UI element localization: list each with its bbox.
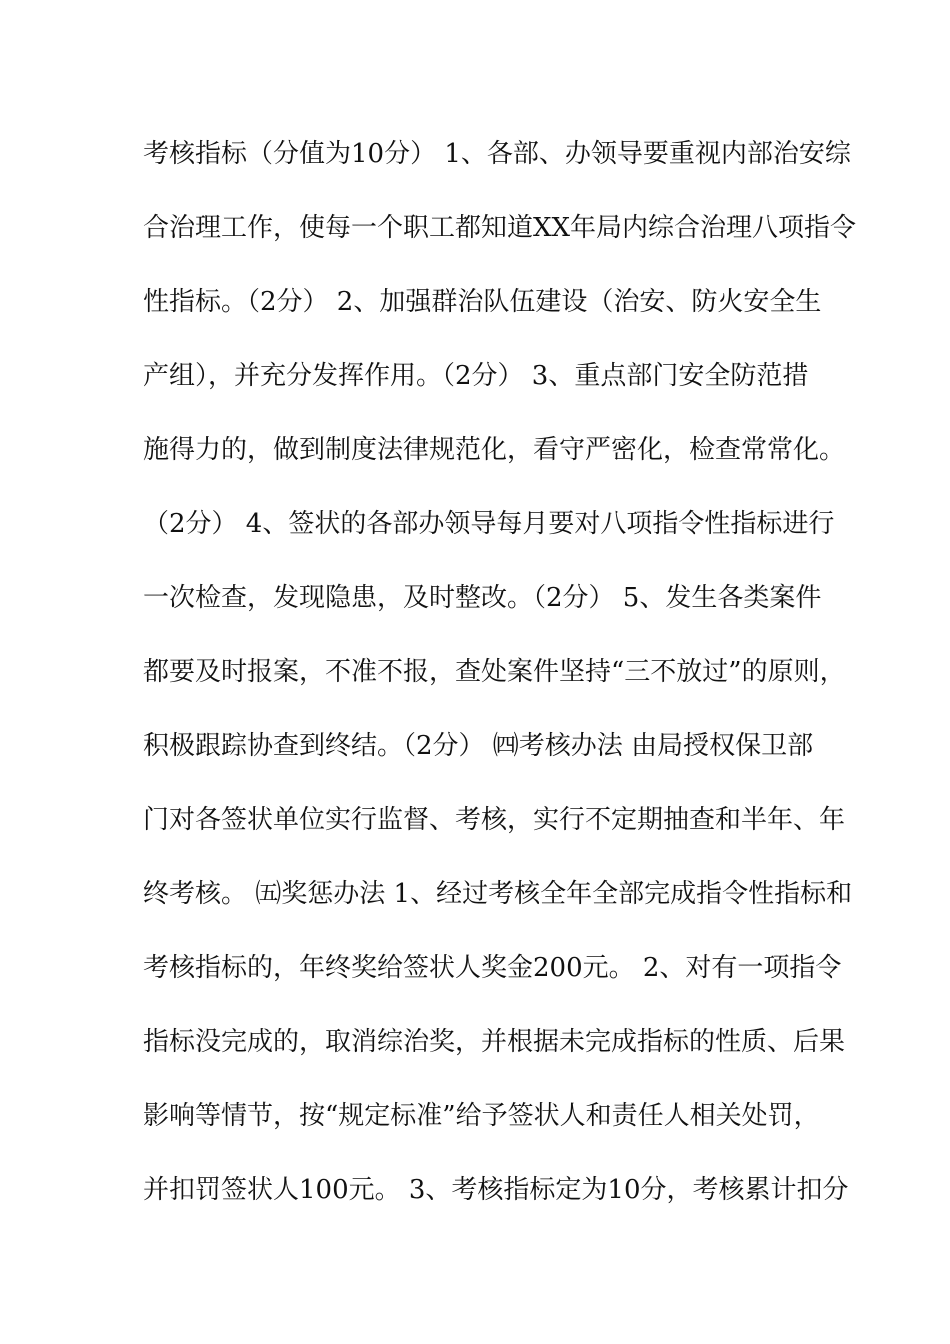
text-line-9: 积极跟踪协查到终结。（2分） ㈣考核办法 由局授权保卫部 [143, 731, 814, 761]
text-line-1: 考核指标（分值为10分） 1、各部、办领导要重视内部治安综 [143, 139, 851, 169]
text-line-14: 影响等情节，按“规定标准”给予签状人和责任人相关处罚， [143, 1101, 820, 1131]
text-line-15: 并扣罚签状人100元。 3、考核指标定为10分，考核累计扣分 [143, 1175, 849, 1205]
text-line-2: 合治理工作，使每一个职工都知道XX年局内综合治理八项指令 [143, 213, 857, 243]
text-line-4: 产组），并充分发挥作用。（2分） 3、重点部门安全防范措 [143, 361, 809, 391]
text-line-10: 门对各签状单位实行监督、考核，实行不定期抽查和半年、年 [143, 805, 846, 835]
text-line-3: 性指标。（2分） 2、加强群治队伍建设（治安、防火安全生 [143, 287, 822, 317]
text-line-5: 施得力的，做到制度法律规范化，看守严密化，检查常常化。 [143, 435, 846, 465]
body-text [143, 124, 857, 1234]
text-line-11: 终考核。 ㈤奖惩办法 1、经过考核全年全部完成指令性指标和 [143, 879, 853, 909]
text-line-8: 都要及时报案，不准不报，查处案件坚持“三不放过”的原则， [143, 657, 846, 687]
text-line-13: 指标没完成的，取消综治奖，并根据未完成指标的性质、后果 [143, 1027, 846, 1057]
text-line-12: 考核指标的，年终奖给签状人奖金200元。 2、对有一项指令 [143, 953, 842, 983]
text-line-7: 一次检查，发现隐患，及时整改。（2分） 5、发生各类案件 [143, 583, 822, 613]
text-line-6: （2分） 4、签状的各部办领导每月要对八项指令性指标进行 [143, 509, 835, 539]
